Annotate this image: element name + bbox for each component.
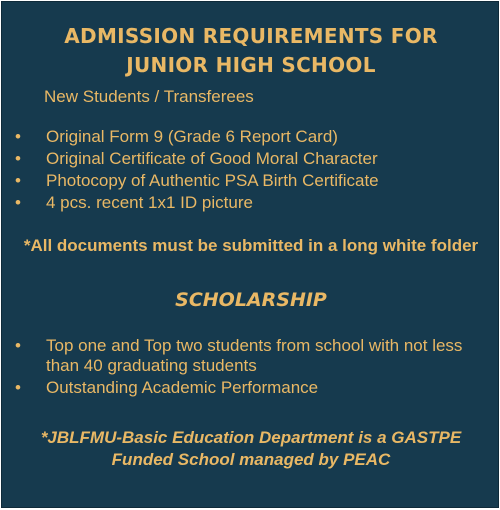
list-item (2, 149, 500, 169)
scholarship-text: Outstanding Academic Performance (46, 378, 319, 397)
folder-note: *All documents must be submitted in a long white folder (23, 236, 479, 255)
bullet-icon: • (15, 193, 21, 212)
scholarship-list (2, 336, 500, 400)
bullet-icon: • (15, 149, 21, 168)
title-line-2: JUNIOR HIGH SCHOOL (126, 53, 376, 77)
bullet-icon: • (15, 336, 21, 355)
subtitle: New Students / Transferees (44, 87, 254, 106)
admission-poster (1, 1, 499, 508)
list-item (2, 193, 500, 213)
footer-line-2: Funded School managed by PEAC (111, 450, 391, 469)
bullet-icon: • (15, 127, 21, 146)
footer-line-1: *JBLFMU-Basic Education Department is a GASTPE (40, 428, 462, 447)
list-item (2, 127, 500, 147)
requirement-text: 4 pcs. recent 1x1 ID picture (46, 193, 253, 212)
list-item (2, 171, 500, 191)
list-item (2, 336, 500, 376)
requirement-text: Original Form 9 (Grade 6 Report Card) (46, 127, 338, 146)
requirements-list (2, 127, 500, 215)
footer-note (2, 427, 500, 471)
list-item (2, 378, 500, 398)
scholarship-text: Top one and Top two students from school with not less than 40 graduating students (46, 336, 463, 375)
requirement-text: Photocopy of Authentic PSA Birth Certificate (46, 171, 379, 190)
bullet-icon: • (15, 171, 21, 190)
requirement-text: Original Certificate of Good Moral Character (46, 149, 378, 168)
title-line-1: ADMISSION REQUIREMENTS FOR (64, 24, 438, 48)
scholarship-title: SCHOLARSHIP (175, 289, 327, 311)
bullet-icon: • (15, 378, 21, 397)
